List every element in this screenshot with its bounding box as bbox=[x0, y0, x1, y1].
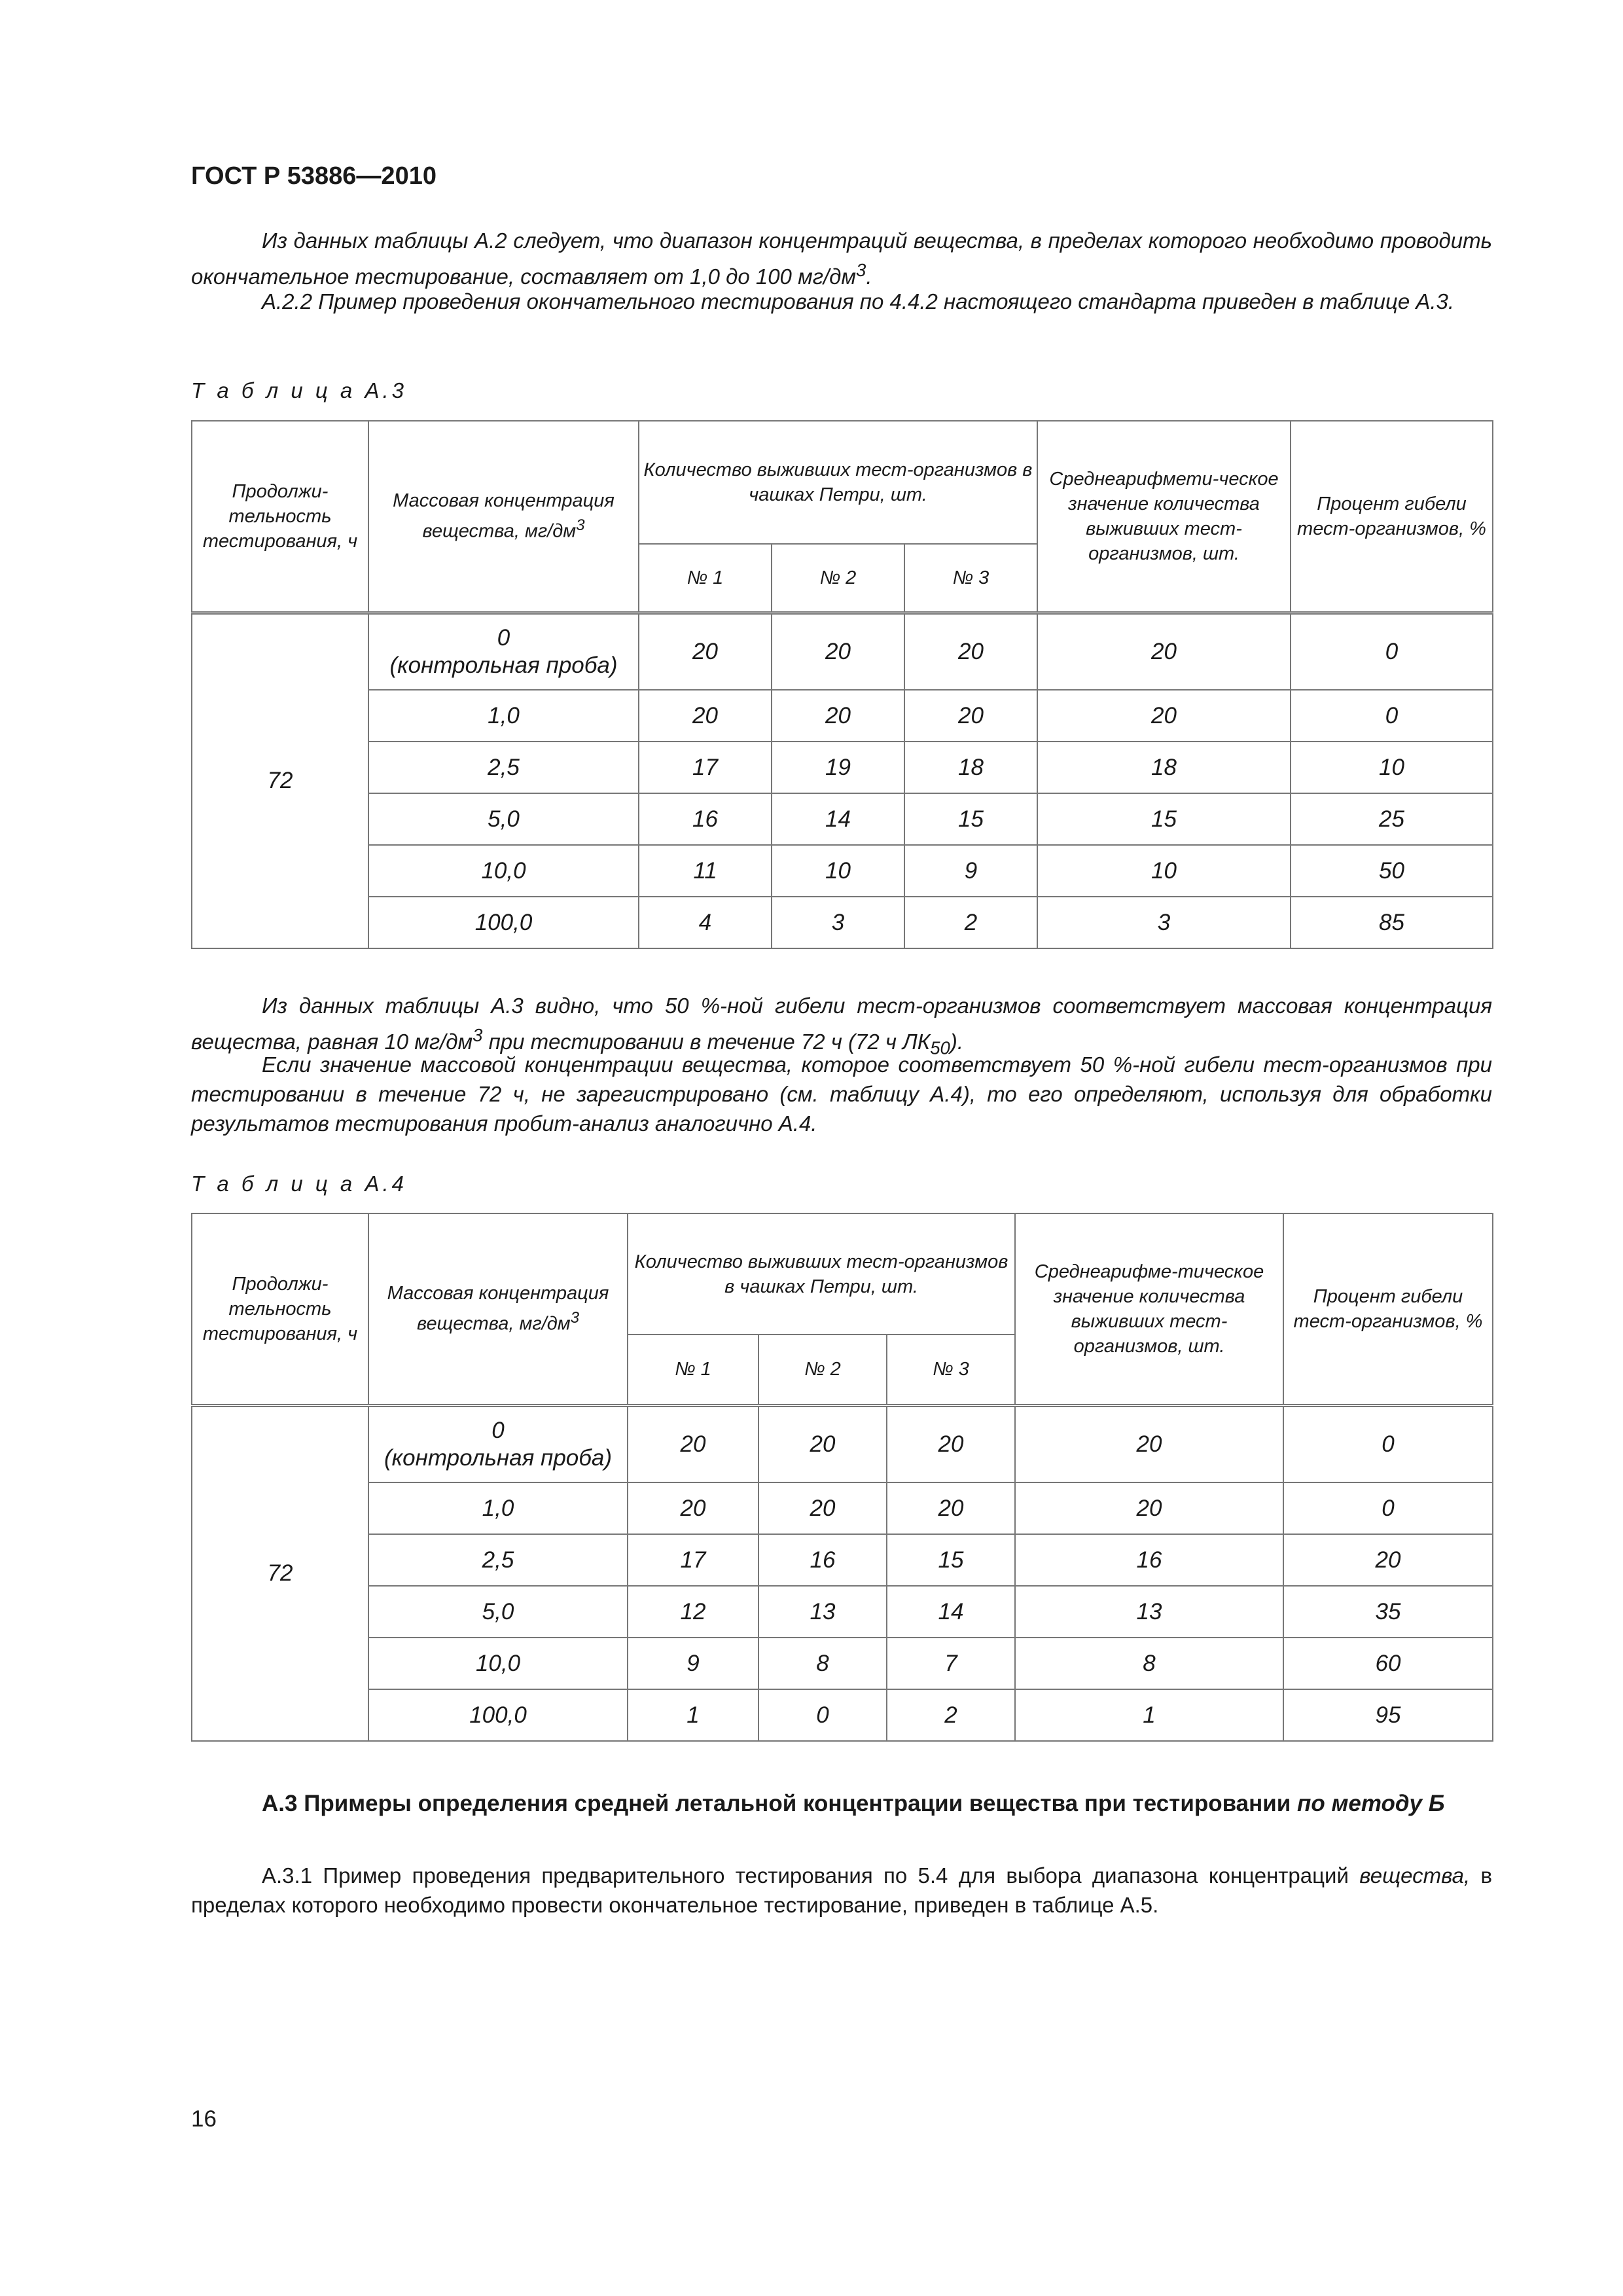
mean-cell: 20 bbox=[1037, 690, 1291, 742]
header-duration: Продолжи-тельность тестирования, ч bbox=[192, 421, 368, 613]
dish1-cell: 20 bbox=[628, 1482, 758, 1534]
header-concentration-text: Массовая концентрация вещества, мг/дм bbox=[387, 1283, 609, 1335]
mean-cell: 15 bbox=[1037, 793, 1291, 845]
mortality-cell: 20 bbox=[1283, 1534, 1493, 1586]
dish2-cell: 20 bbox=[758, 1482, 887, 1534]
header-dish-1: № 1 bbox=[628, 1335, 758, 1405]
header-concentration bbox=[368, 421, 639, 613]
dish3-cell: 7 bbox=[887, 1638, 1015, 1689]
paragraph-end: ). bbox=[950, 1030, 963, 1054]
header-mean: Среднеарифмети-ческое значение количества выживших тест-организмов, шт. bbox=[1037, 421, 1291, 613]
mortality-cell: 35 bbox=[1283, 1586, 1493, 1638]
dish2-cell: 14 bbox=[772, 793, 904, 845]
dish1-cell: 11 bbox=[639, 845, 772, 897]
table-row bbox=[192, 613, 1493, 690]
table-row bbox=[192, 845, 1493, 897]
dish3-cell: 14 bbox=[887, 1586, 1015, 1638]
mean-cell: 20 bbox=[1037, 613, 1291, 690]
dish2-cell: 16 bbox=[758, 1534, 887, 1586]
mean-cell: 20 bbox=[1015, 1482, 1283, 1534]
mean-cell: 16 bbox=[1015, 1534, 1283, 1586]
mean-cell: 8 bbox=[1015, 1638, 1283, 1689]
dish1-cell: 20 bbox=[639, 690, 772, 742]
table-a4 bbox=[191, 1213, 1493, 1742]
concentration-value: 0 (контрольная проба) bbox=[383, 1417, 613, 1471]
section-heading-a3 bbox=[191, 1789, 1492, 1819]
superscript: 3 bbox=[570, 1309, 580, 1327]
dish2-cell: 20 bbox=[772, 613, 904, 690]
table-row bbox=[192, 1482, 1493, 1534]
mortality-cell: 60 bbox=[1283, 1638, 1493, 1689]
table-row bbox=[192, 742, 1493, 793]
mean-cell: 1 bbox=[1015, 1689, 1283, 1741]
concentration-cell: 100,0 bbox=[368, 1689, 628, 1741]
dish1-cell: 12 bbox=[628, 1586, 758, 1638]
section-heading-text: А.3 Примеры определения средней летальной концентрации вещества при тестировании bbox=[262, 1791, 1298, 1816]
dish3-cell: 20 bbox=[904, 690, 1037, 742]
table-row bbox=[192, 1405, 1493, 1482]
dish3-cell: 20 bbox=[887, 1482, 1015, 1534]
table-row bbox=[192, 1586, 1493, 1638]
header-concentration-text: Массовая концентрация вещества, мг/дм bbox=[393, 490, 615, 543]
dish1-cell: 20 bbox=[628, 1405, 758, 1482]
table-row bbox=[192, 1638, 1493, 1689]
concentration-cell: 100,0 bbox=[368, 897, 639, 948]
concentration-cell: 2,5 bbox=[368, 1534, 628, 1586]
dish3-cell: 20 bbox=[887, 1405, 1015, 1482]
header-survivors: Количество выживших тест-организмов в чашках Петри, шт. bbox=[628, 1213, 1015, 1335]
header-dish-3: № 3 bbox=[887, 1335, 1015, 1405]
paragraph-text: А.3.1 Пример проведения предварительного тестирования по 5.4 для выбора диапазона концентраций bbox=[262, 1863, 1360, 1888]
table-row bbox=[192, 793, 1493, 845]
header-dish-2: № 2 bbox=[758, 1335, 887, 1405]
dish3-cell: 2 bbox=[904, 897, 1037, 948]
mortality-cell: 0 bbox=[1283, 1405, 1493, 1482]
mean-cell: 18 bbox=[1037, 742, 1291, 793]
dish1-cell: 17 bbox=[639, 742, 772, 793]
dish1-cell: 4 bbox=[639, 897, 772, 948]
header-mortality: Процент гибели тест-организмов, % bbox=[1283, 1213, 1493, 1405]
dish1-cell: 16 bbox=[639, 793, 772, 845]
header-mortality: Процент гибели тест-организмов, % bbox=[1291, 421, 1493, 613]
mortality-cell: 10 bbox=[1291, 742, 1493, 793]
concentration-cell: 10,0 bbox=[368, 845, 639, 897]
mean-cell: 20 bbox=[1015, 1405, 1283, 1482]
mortality-cell: 85 bbox=[1291, 897, 1493, 948]
dish2-cell: 0 bbox=[758, 1689, 887, 1741]
header-mean: Среднеарифме-тическое значение количества выживших тест-организмов, шт. bbox=[1015, 1213, 1283, 1405]
table-a4-caption: Т а б л и ц а А.4 bbox=[191, 1172, 407, 1196]
header-concentration bbox=[368, 1213, 628, 1405]
mortality-cell: 25 bbox=[1291, 793, 1493, 845]
document-header: ГОСТ Р 53886—2010 bbox=[191, 162, 437, 190]
dish3-cell: 20 bbox=[904, 613, 1037, 690]
dish2-cell: 3 bbox=[772, 897, 904, 948]
table-row bbox=[192, 690, 1493, 742]
concentration-cell: 5,0 bbox=[368, 793, 639, 845]
duration-cell: 72 bbox=[192, 613, 368, 948]
concentration-cell bbox=[368, 1405, 628, 1482]
header-dish-2: № 2 bbox=[772, 544, 904, 613]
dish1-cell: 9 bbox=[628, 1638, 758, 1689]
concentration-cell bbox=[368, 613, 639, 690]
table-row bbox=[192, 1689, 1493, 1741]
concentration-cell: 10,0 bbox=[368, 1638, 628, 1689]
section-heading-method: по методу Б bbox=[1297, 1791, 1445, 1816]
dish3-cell: 15 bbox=[887, 1534, 1015, 1586]
mean-cell: 13 bbox=[1015, 1586, 1283, 1638]
paragraph-text: в пределах которого необходимо провести окончательное тестирование, приведен в таблице А.5. bbox=[191, 1863, 1492, 1917]
paragraph-text: Из данных таблицы А.3 видно, что 50 %-ной гибели тест-организмов соответствует массовая концентрация вещества, равная 10 мг/дм bbox=[191, 994, 1492, 1054]
header-dish-1: № 1 bbox=[639, 544, 772, 613]
paragraph-range-conclusion bbox=[191, 226, 1492, 291]
dish3-cell: 15 bbox=[904, 793, 1037, 845]
subscript: 50 bbox=[930, 1037, 950, 1058]
dish1-cell: 20 bbox=[639, 613, 772, 690]
header-duration: Продолжи-тельность тестирования, ч bbox=[192, 1213, 368, 1405]
table-a3-caption: Т а б л и ц а А.3 bbox=[191, 378, 407, 403]
dish3-cell: 18 bbox=[904, 742, 1037, 793]
dish1-cell: 17 bbox=[628, 1534, 758, 1586]
superscript: 3 bbox=[473, 1025, 483, 1045]
dish2-cell: 20 bbox=[758, 1405, 887, 1482]
superscript: 3 bbox=[856, 260, 866, 280]
concentration-cell: 5,0 bbox=[368, 1586, 628, 1638]
dish1-cell: 1 bbox=[628, 1689, 758, 1741]
dish2-cell: 10 bbox=[772, 845, 904, 897]
table-row bbox=[192, 897, 1493, 948]
paragraph-probit: Если значение массовой концентрации вещества, которое соответствует 50 %-ной гибели тест-организмов при тестировании в течение 72 ч, не зарегистрировано (см. таблицу А.4), то его определяют, используя для обработки результатов тестирования пробит-анализ аналогично А.4. bbox=[191, 1052, 1492, 1136]
concentration-cell: 1,0 bbox=[368, 690, 639, 742]
header-dish-3: № 3 bbox=[904, 544, 1037, 613]
paragraph-text: при тестировании в течение 72 ч (72 ч ЛК bbox=[482, 1030, 931, 1054]
superscript: 3 bbox=[576, 516, 585, 535]
duration-cell: 72 bbox=[192, 1405, 368, 1741]
table-row bbox=[192, 1534, 1493, 1586]
table-a3 bbox=[191, 420, 1493, 949]
header-survivors: Количество выживших тест-организмов в чашках Петри, шт. bbox=[639, 421, 1037, 544]
dish2-cell: 19 bbox=[772, 742, 904, 793]
concentration-value: 0 (контрольная проба) bbox=[389, 624, 618, 678]
concentration-cell: 2,5 bbox=[368, 742, 639, 793]
mortality-cell: 95 bbox=[1283, 1689, 1493, 1741]
mortality-cell: 0 bbox=[1283, 1482, 1493, 1534]
concentration-cell: 1,0 bbox=[368, 1482, 628, 1534]
dish3-cell: 2 bbox=[887, 1689, 1015, 1741]
mortality-cell: 50 bbox=[1291, 845, 1493, 897]
paragraph-text: Из данных таблицы А.2 следует, что диапазон концентраций вещества, в пределах которого необходимо проводить окончательное тестирование, составляет от 1,0 до 100 мг/дм bbox=[191, 228, 1492, 289]
paragraph-a22: А.2.2 Пример проведения окончательного тестирования по 4.4.2 настоящего стандарта приведен в таблице А.3. bbox=[262, 289, 1455, 314]
dish3-cell: 9 bbox=[904, 845, 1037, 897]
paragraph-end: . bbox=[866, 264, 872, 289]
dish2-cell: 8 bbox=[758, 1638, 887, 1689]
mortality-cell: 0 bbox=[1291, 613, 1493, 690]
mean-cell: 10 bbox=[1037, 845, 1291, 897]
paragraph-a31 bbox=[191, 1861, 1492, 1920]
dish2-cell: 20 bbox=[772, 690, 904, 742]
mortality-cell: 0 bbox=[1291, 690, 1493, 742]
dish2-cell: 13 bbox=[758, 1586, 887, 1638]
page-number: 16 bbox=[191, 2106, 217, 2132]
paragraph-italic: вещества, bbox=[1359, 1863, 1471, 1888]
mean-cell: 3 bbox=[1037, 897, 1291, 948]
